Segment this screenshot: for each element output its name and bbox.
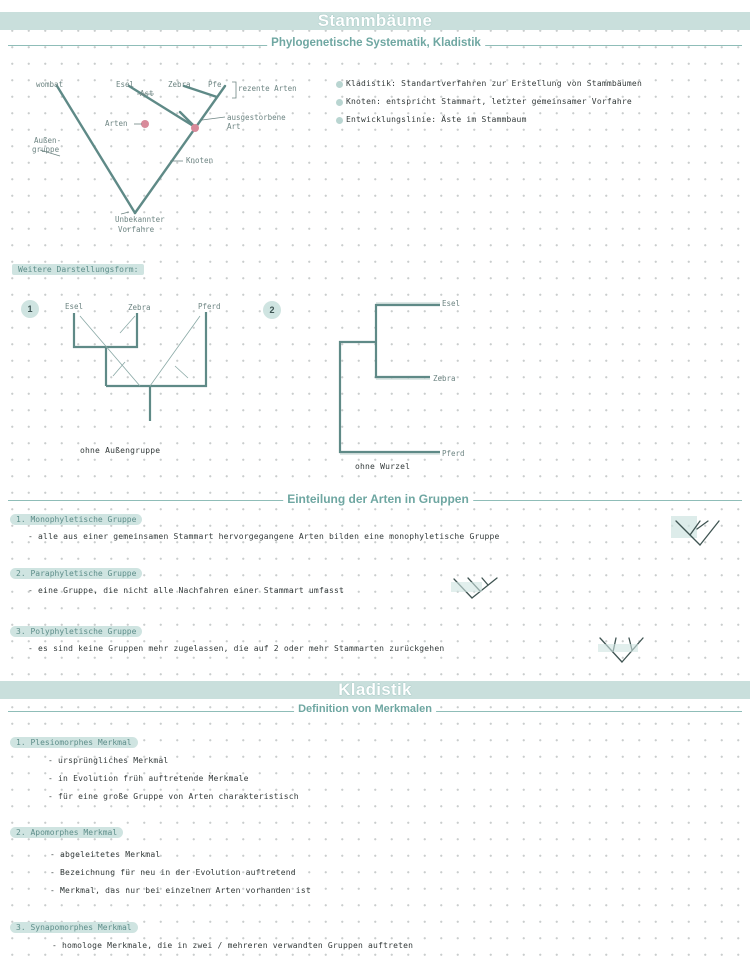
group-3-text: - es sind keine Gruppen mehr zugelassen, die auf 2 oder mehr Stammarten zurückgehen — [28, 644, 445, 653]
label-wombat: wombat — [36, 80, 64, 89]
plesiomorph-line-2: - in Evolution früh auftretende Merkmale — [48, 774, 249, 783]
definition-entwicklungslinie: Entwicklungslinie: Äste im Stammbaum — [346, 115, 527, 124]
label-vorfahre-2: Vorfahre — [118, 225, 155, 234]
kladistik-subtitle: Definition von Merkmalen — [294, 703, 436, 715]
plesiomorph-label: 1. Plesiomorphes Merkmal — [10, 737, 138, 748]
definition-kladistik: Kladistik: Standartverfahren zur Erstellung von Stammbäumen — [346, 79, 642, 88]
page-subtitle: Phylogenetische Systematik, Kladistik — [267, 37, 485, 49]
plesiomorph-line-1: - ursprüngliches Merkmal — [48, 756, 169, 765]
label-pferd: Pfe — [208, 80, 222, 89]
synapomorph-line-1: - homologe Merkmale, die in zwei / mehreren verwandten Gruppen auftreten — [52, 941, 414, 950]
poly-highlight — [598, 644, 638, 652]
label-ausgestorben-2: Art — [227, 122, 241, 131]
group-3-label: 3. Polyphyletische Gruppe — [10, 626, 142, 637]
label-rezente-arten: rezente Arten — [238, 84, 297, 93]
form1-esel-bracket — [74, 313, 137, 347]
node-1 — [141, 120, 149, 128]
further-forms-label: Weitere Darstellungsform: — [12, 264, 144, 275]
bullet-3 — [336, 117, 343, 124]
para-highlight — [451, 582, 482, 592]
form2-taxon-esel: Esel — [442, 299, 461, 308]
label-aussen-2: gruppe — [32, 145, 60, 154]
form2-taxon-zebra: Zebra — [433, 374, 456, 383]
label-zebra: Zebra — [168, 80, 191, 89]
branch-esel — [129, 86, 195, 127]
group-1-text: - alle aus einer gemeinsamen Stammart hervorgegangene Arten bilden eine monophyletische Gruppe — [28, 532, 500, 541]
bullet-2 — [336, 99, 343, 106]
kladistik-banner — [0, 681, 750, 699]
form1-taxon-zebra: Zebra — [128, 303, 151, 312]
apomorph-label: 2. Apomorphes Merkmal — [10, 827, 123, 838]
form2-number: 2 — [263, 301, 281, 319]
apomorph-line-2: - Bezeichnung für neu in der Evolution auftretend — [50, 868, 296, 877]
tree-trunk-right — [135, 86, 225, 213]
group-2-text: - eine Gruppe, die nicht alle Nachfahren einer Stammart umfasst — [28, 586, 345, 595]
form2-caption: ohne Wurzel — [355, 462, 411, 471]
form1-outer-bracket — [106, 312, 206, 386]
form1-taxon-esel: Esel — [65, 302, 84, 311]
group-2-label: 2. Paraphyletische Gruppe — [10, 568, 142, 579]
tree-trunk-left — [57, 86, 135, 213]
form1-taxon-pferd: Pferd — [198, 302, 221, 311]
plesiomorph-line-3: - für eine große Gruppe von Arten charakteristisch — [48, 792, 299, 801]
definition-knoten: Knoten: entspricht Stammart, letzter gemeinsamer Vorfahre — [346, 97, 632, 106]
page-title: Stammbäume — [317, 11, 433, 30]
label-esel: Esel — [116, 80, 135, 89]
form2-outgroup — [340, 342, 440, 452]
form2-taxon-pferd: Pferd — [442, 449, 465, 458]
form1-number: 1 — [21, 300, 39, 318]
label-knoten: Knoten — [186, 156, 214, 165]
label-arten: Arten — [105, 119, 128, 128]
label-vorfahre-1: Unbekannter — [115, 215, 165, 224]
mono-highlight — [671, 516, 697, 538]
form2-tree — [376, 305, 440, 377]
label-ast: Ast — [140, 89, 154, 98]
apomorph-line-1: - abgeleitetes Merkmal — [50, 850, 161, 859]
apomorph-line-3: - Merkmal, das nur bei einzelnen Arten vorhanden ist — [50, 886, 311, 895]
form1-caption: ohne Außengruppe — [80, 446, 161, 455]
synapomorph-label: 3. Synapomorphes Merkmal — [10, 922, 138, 933]
node-2 — [191, 124, 199, 132]
groups-title: Einteilung der Arten in Gruppen — [283, 492, 473, 506]
label-aussen-1: Außen- — [34, 136, 62, 145]
label-ausgestorben-1: ausgestorbene — [227, 113, 286, 122]
kladistik-title: Kladistik — [338, 680, 412, 699]
group-1-label: 1. Monophyletische Gruppe — [10, 514, 142, 525]
bullet-1 — [336, 81, 343, 88]
